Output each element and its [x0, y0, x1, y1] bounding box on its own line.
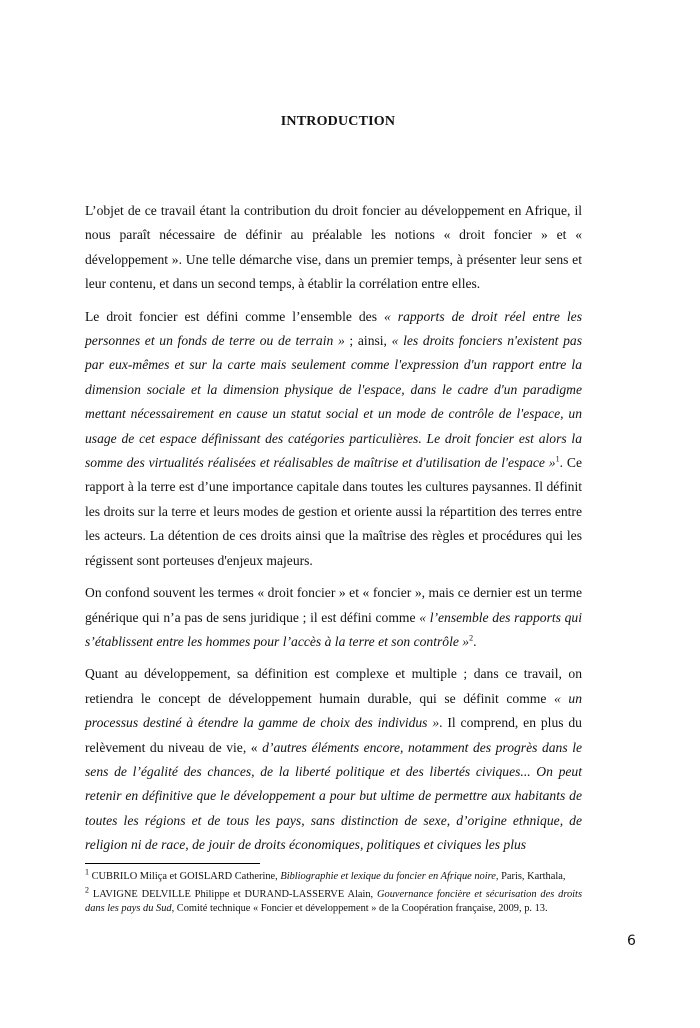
p4-text: . Il comprend, en plus du relèvement du niveau de vie, «: [85, 715, 582, 755]
p3-text: .: [473, 633, 477, 649]
p2-quote-1: « rapports de droit réel entre les personnes et un fonds de terre ou de terrain »: [85, 308, 582, 349]
page-title: INTRODUCTION: [280, 114, 396, 129]
p3-text: On confond souvent les termes « droit foncier » et « foncier », mais ce dernier est un terme générique qui n’a pas de sens juridique ; il est défini comme: [85, 585, 582, 625]
footnote-title: Bibliographie et lexique du foncier en Afrique noire: [280, 871, 496, 882]
page-number: 6: [627, 933, 636, 949]
paragraph-3: [85, 581, 582, 654]
footnote-number: 2: [85, 885, 89, 895]
paragraph-2: [85, 305, 582, 573]
footnote-number: 1: [85, 867, 89, 877]
footnotes: [85, 867, 582, 920]
p4-quote-1: « un processus destiné à étendre la gamme de choix des individus »: [85, 690, 582, 731]
footnote-ref-1[interactable]: 1: [555, 454, 560, 464]
footnote-text: , Comité technique « Foncier et développement » de la Coopération française, 2009, p. 13.: [171, 903, 548, 915]
paragraph-4: [85, 662, 582, 857]
footnote-separator: [85, 863, 260, 864]
p2-text: Le droit foncier est défini comme l’ensemble des: [85, 308, 384, 324]
footnote-text: LAVIGNE DELVILLE Philippe et DURAND-LASSERVE Alain,: [89, 888, 378, 900]
footnote-text: CUBRILO Miliça et GOISLARD Catherine,: [89, 871, 281, 882]
p4-text: Quant au développement, sa définition est complexe et multiple ; dans ce travail, on retiendra le concept de développement humain durable, qui se définit comme: [85, 666, 582, 706]
p2-quote-2: « les droits fonciers n'existent pas par eux-mêmes et sur la carte mais seulement comme l'expression d'un rapport entre la dimension sociale et la dimension physique de l'espace, dans le cadre d'un paradigme mettant nécessairement en cause un statut social et un mode de contrôle de l'espace, un usage de cet espace définissant des catégories particulières. Le droit foncier est alors la somme des virtualités réalisées et réalisables de maîtrise et d'utilisation de l'espace »: [85, 333, 583, 471]
body-text: [85, 199, 582, 866]
footnote-ref-2[interactable]: 2: [469, 633, 474, 643]
p2-text: . Ce rapport à la terre est d’une importance capitale dans toutes les cultures paysannes. Il définit les droits sur la terre et leurs modes de gestion et oriente aussi la répartition des terres entre les acteurs. La détention de ces droits ainsi que la maîtrise des règles et procédures qui les régissent sont porteuses d'enjeux majeurs.: [85, 455, 582, 568]
footnote-1: [85, 867, 582, 885]
footnote-text: , Paris, Karthala,: [495, 871, 566, 882]
paragraph-1: L’objet de ce travail étant la contribution du droit foncier au développement en Afrique, il nous paraît nécessaire de définir au préalable les notions « droit foncier » et « développement ». Une telle démarche vise, dans un premier temps, à présenter leur sens et leur contenu, et dans un second temps, à établir la corrélation entre elles.: [85, 203, 582, 292]
p3-quote: « l’ensemble des rapports qui s’établissent entre les hommes pour l’accès à la terre et son contrôle »: [85, 609, 582, 649]
p2-text: ; ainsi,: [344, 333, 392, 349]
p4-quote-2: d’autres éléments encore, notamment des progrès dans le sens de l’égalité des chances, de la liberté politique et des libertés civiques... On peut retenir en définitive que le développement a pour but ultime de permettre aux habitants de toutes les régions et de tous les pays, sans distinction de sexe, d’origine ethnique, de religion ni de race, de jouir de droits économiques, politiques et civiques les plus: [85, 739, 582, 853]
footnote-2: [85, 885, 582, 917]
footnote-title: Gouvernance foncière et sécurisation des droits dans les pays du Sud: [85, 888, 582, 915]
